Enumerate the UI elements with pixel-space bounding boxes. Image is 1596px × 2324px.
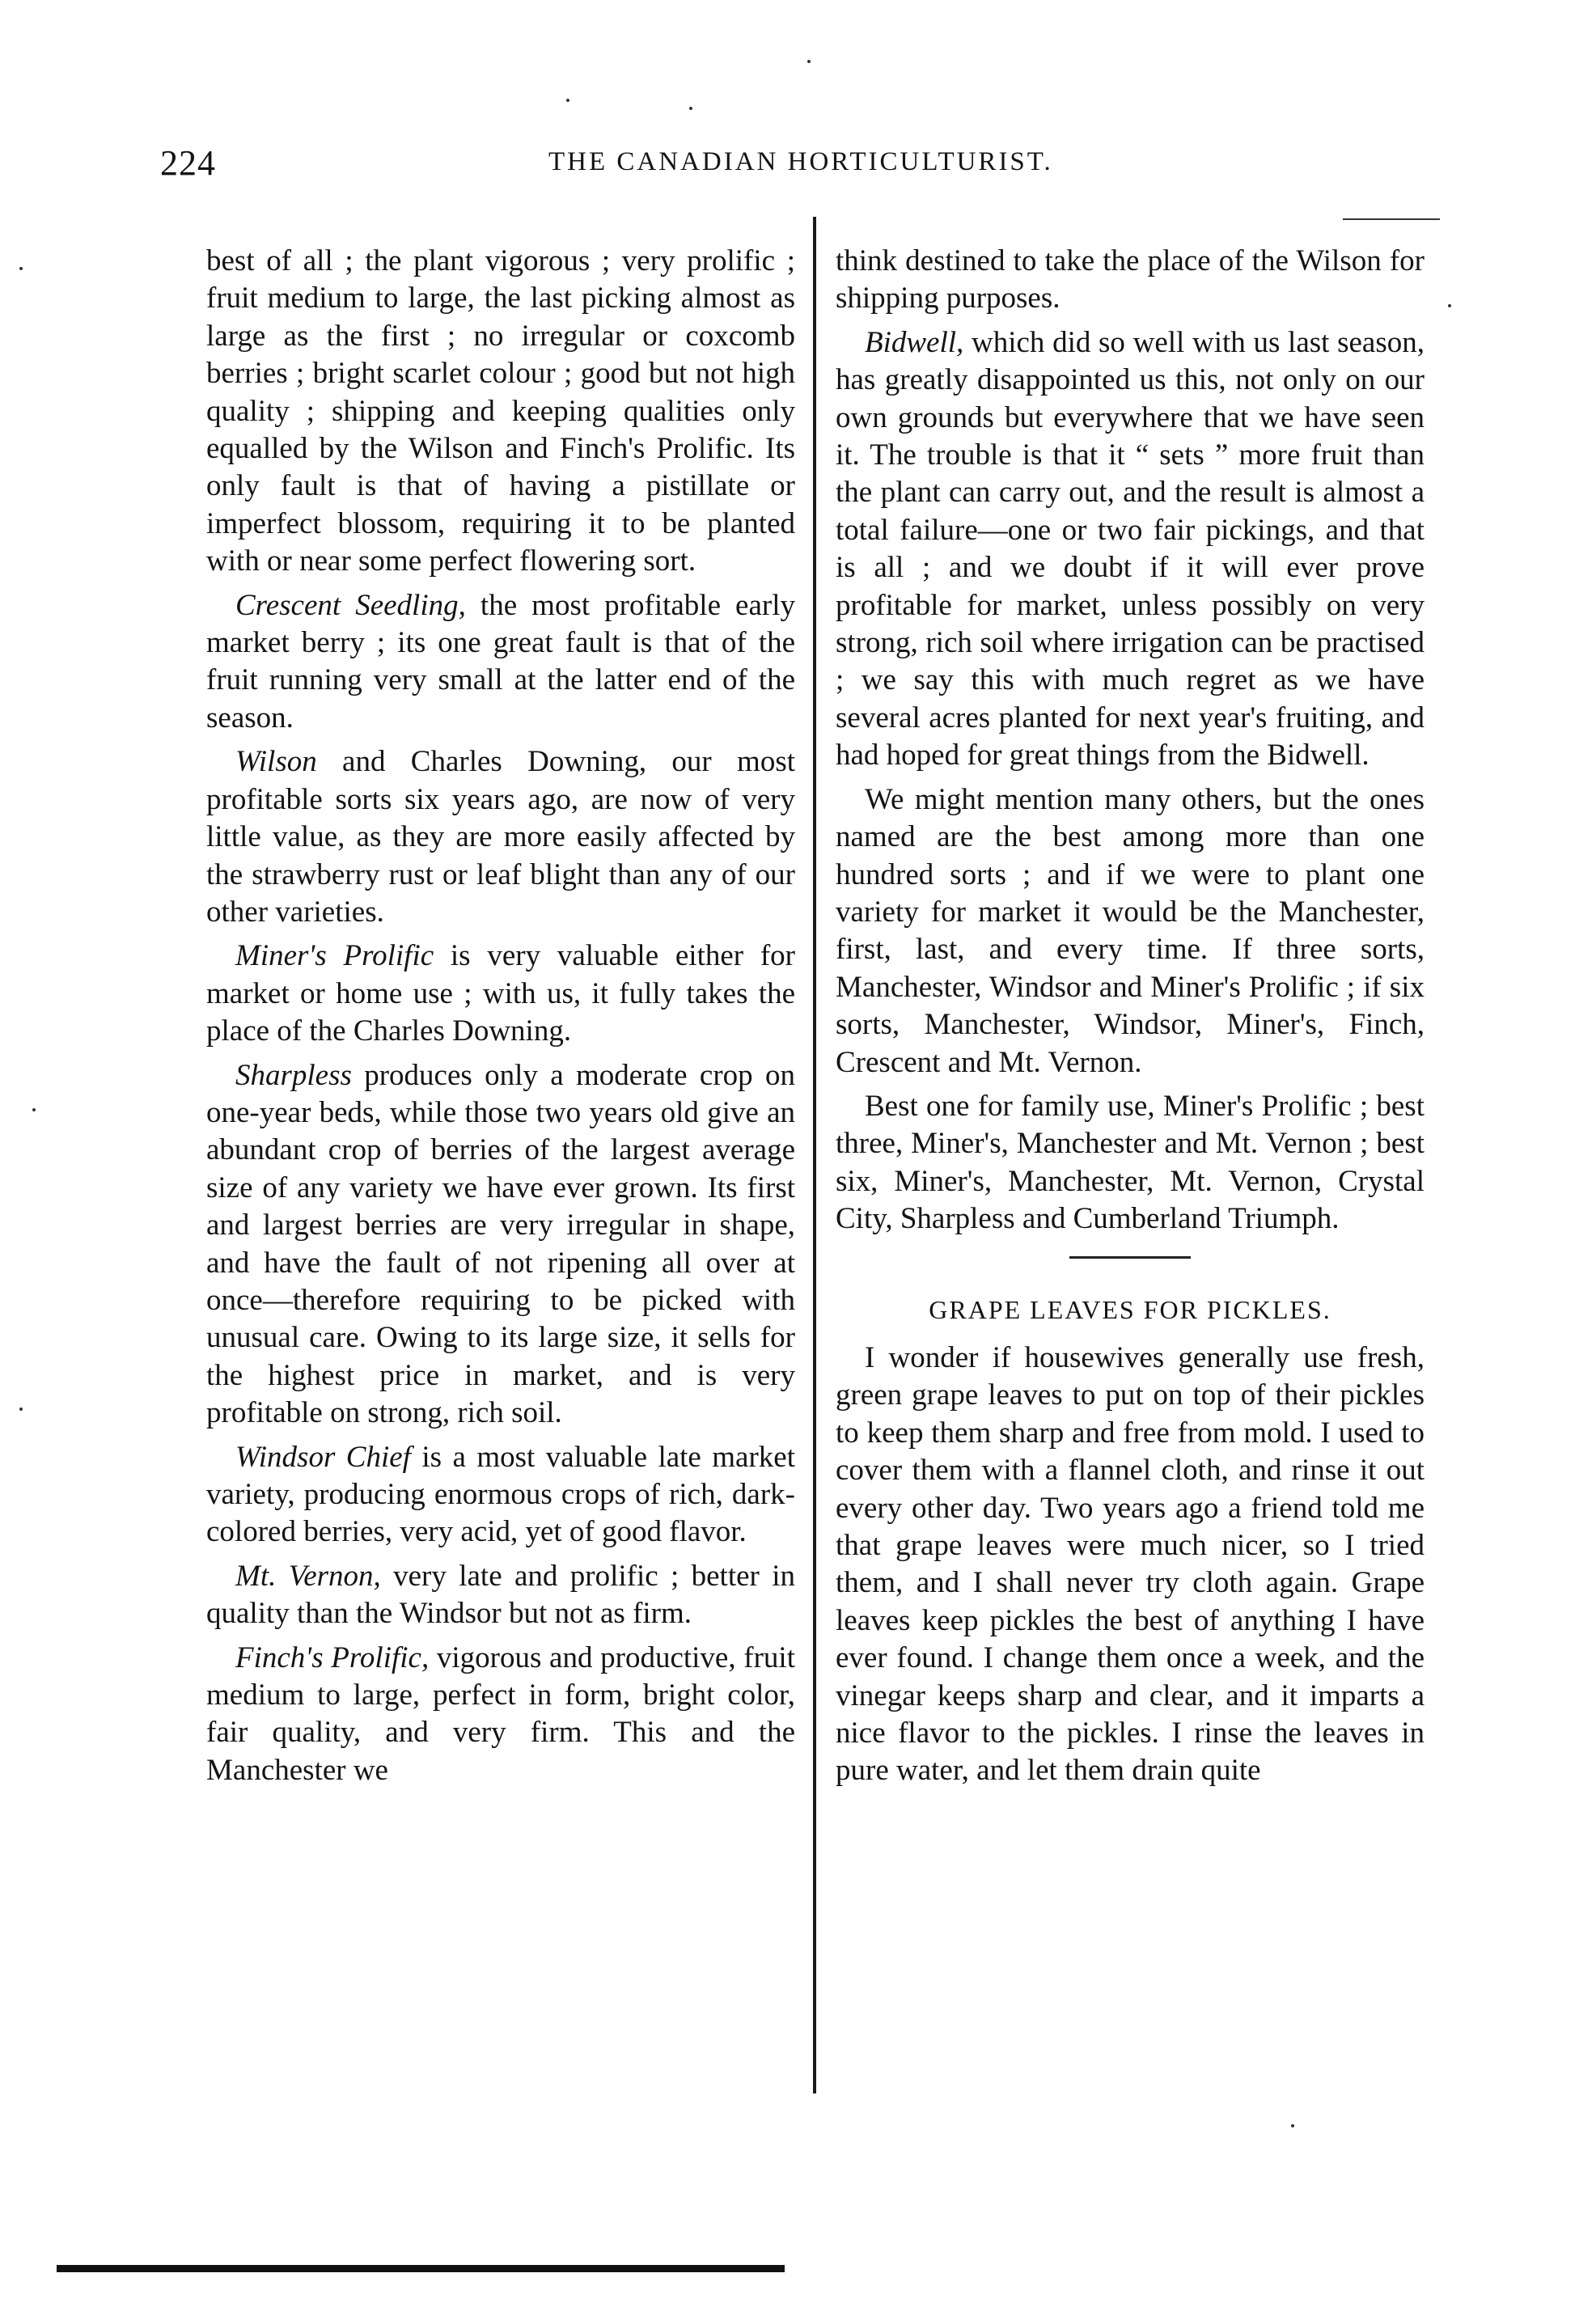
speck	[32, 1108, 36, 1111]
paragraph-lead: Bidwell,	[865, 325, 964, 359]
paragraph-text: best of all ; the plant vigorous ; very prolific ; fruit medium to large, the last picking almost as large as the first ; no irregular or coxcomb berries ; bright scarlet colour ; good but not high quality ; shipping and keeping qualities only equalled by the Wilson and Finch's Prolific. Its only fault is that of having a pistillate or imperfect blossom, requiring it to be planted with or near some perfect flowering sort.	[206, 244, 795, 578]
bottom-rule	[57, 2265, 785, 2272]
paragraph-lead: Wilson	[235, 745, 317, 779]
paragraph	[836, 781, 1425, 1082]
right-column	[836, 243, 1425, 1797]
paragraph-lead: Crescent Seedling,	[235, 588, 466, 622]
section-divider	[1069, 1256, 1191, 1259]
paragraph	[206, 1057, 795, 1433]
paragraph	[206, 743, 795, 931]
paragraph	[206, 1558, 795, 1633]
speck	[19, 267, 23, 270]
page-header	[160, 142, 1422, 191]
paragraph-text: We might mention many others, but the ones named are the best among more than one hundred sorts ; and if we were to plant one variety for market it would be the Manchester, first, last, and every time. If three sorts, Manchester, Windsor and Miner's Prolific ; if six sorts, Manchester, Windsor, Miner's, Finch, Crescent and Mt. Vernon.	[836, 782, 1425, 1079]
section-paragraph: I wonder if housewives generally use fresh, green grape leaves to put on top of their pickles to keep them sharp and free from mold. I used to cover them with a flannel cloth, and rinse it out every other day. Two years ago a friend told me that grape leaves were much nicer, so I tried them, and I shall never try cloth again. Grape leaves keep pickles the best of anything I have ever found. I change them once a week, and the vinegar keeps sharp and clear, and it imparts a nice flavor to the pickles. I rinse the leaves in pure water, and let them drain quite	[836, 1340, 1425, 1788]
paragraph-text: vigorous and productive, fruit medium to large, perfect in form, bright color, fair quality, and very firm. This and the Manchester we	[206, 1640, 795, 1787]
paragraph-text: think destined to take the place of the Wilson for shipping purposes.	[836, 244, 1425, 315]
paragraph-text: very late and prolific ; better in quality than the Windsor but not as firm.	[206, 1559, 795, 1631]
column-divider	[813, 217, 816, 2093]
speck	[19, 1408, 23, 1411]
page-number: 224	[160, 143, 216, 183]
paragraph-lead: Mt. Vernon,	[235, 1559, 381, 1593]
paragraph	[206, 243, 795, 581]
speck	[807, 60, 811, 63]
paragraph-text: the most profitable early market berry ; its one great fault is that of the fruit running very small at the latter end of the season.	[206, 588, 795, 734]
speck	[566, 99, 569, 102]
paragraph-text: is very valuable either for market or home use ; with us, it fully takes the place of the Charles Downing.	[206, 939, 795, 1048]
paragraph-text: Best one for family use, Miner's Prolific ; best three, Miner's, Manchester and Mt. Vernon ; best six, Miner's, Manchester, Mt. Vernon, Crystal City, Sharpless and Cumberland Triumph.	[836, 1089, 1425, 1236]
speck	[1291, 2124, 1294, 2127]
paragraph	[206, 938, 795, 1050]
left-column	[206, 243, 795, 1796]
paragraph-lead: Windsor Chief	[235, 1440, 411, 1474]
paragraph-lead: Miner's Prolific	[235, 939, 434, 973]
paragraph-text: is a most valuable late market variety, producing enormous crops of rich, dark-colored berries, very acid, yet of good flavor.	[206, 1440, 795, 1549]
section-heading: GRAPE LEAVES FOR PICKLES.	[929, 1294, 1331, 1324]
paragraph-text: and Charles Downing, our most profitable sorts six years ago, are now of very little value, as they are more easily affected by the strawberry rust or leaf blight than any of our other varieties.	[206, 745, 795, 929]
paragraph	[836, 1088, 1425, 1238]
paragraph	[206, 1439, 795, 1551]
speck	[689, 107, 692, 110]
paragraph-text: produces only a moderate crop on one-year beds, while those two years old give an abundant crop of berries of the largest average size of any variety we have ever grown. Its first and largest berries are very irregular in shape, and have the fault of not ripening all over at once—therefore requiring to be picked with unusual care. Owing to its large size, it sells for the highest price in market, and is very profitable on strong, rich soil.	[206, 1058, 795, 1430]
paragraph-text: which did so well with us last season, has greatly disappointed us this, not only on our own grounds but everywhere that we have seen it. The trouble is that it “ sets ” more fruit than the plant can carry out, and the result is almost a total failure—one or two fair pickings, and that is all ; and we doubt if it will ever prove profitable for market, unless possibly on very strong, rich soil where irrigation can be practised ; we say this with much regret as we have several acres planted for next year's fruiting, and had hoped for great things from the Bidwell.	[836, 325, 1425, 773]
paragraph-lead: Finch's Prolific,	[235, 1640, 430, 1674]
paragraph	[836, 243, 1425, 318]
paragraph-lead: Sharpless	[235, 1058, 352, 1092]
running-title: THE CANADIAN HORTICULTURIST.	[548, 147, 1053, 176]
paragraph	[206, 1640, 795, 1790]
paragraph	[836, 324, 1425, 775]
header-rule	[1343, 218, 1440, 220]
paragraph	[206, 587, 795, 738]
speck	[1448, 304, 1451, 307]
